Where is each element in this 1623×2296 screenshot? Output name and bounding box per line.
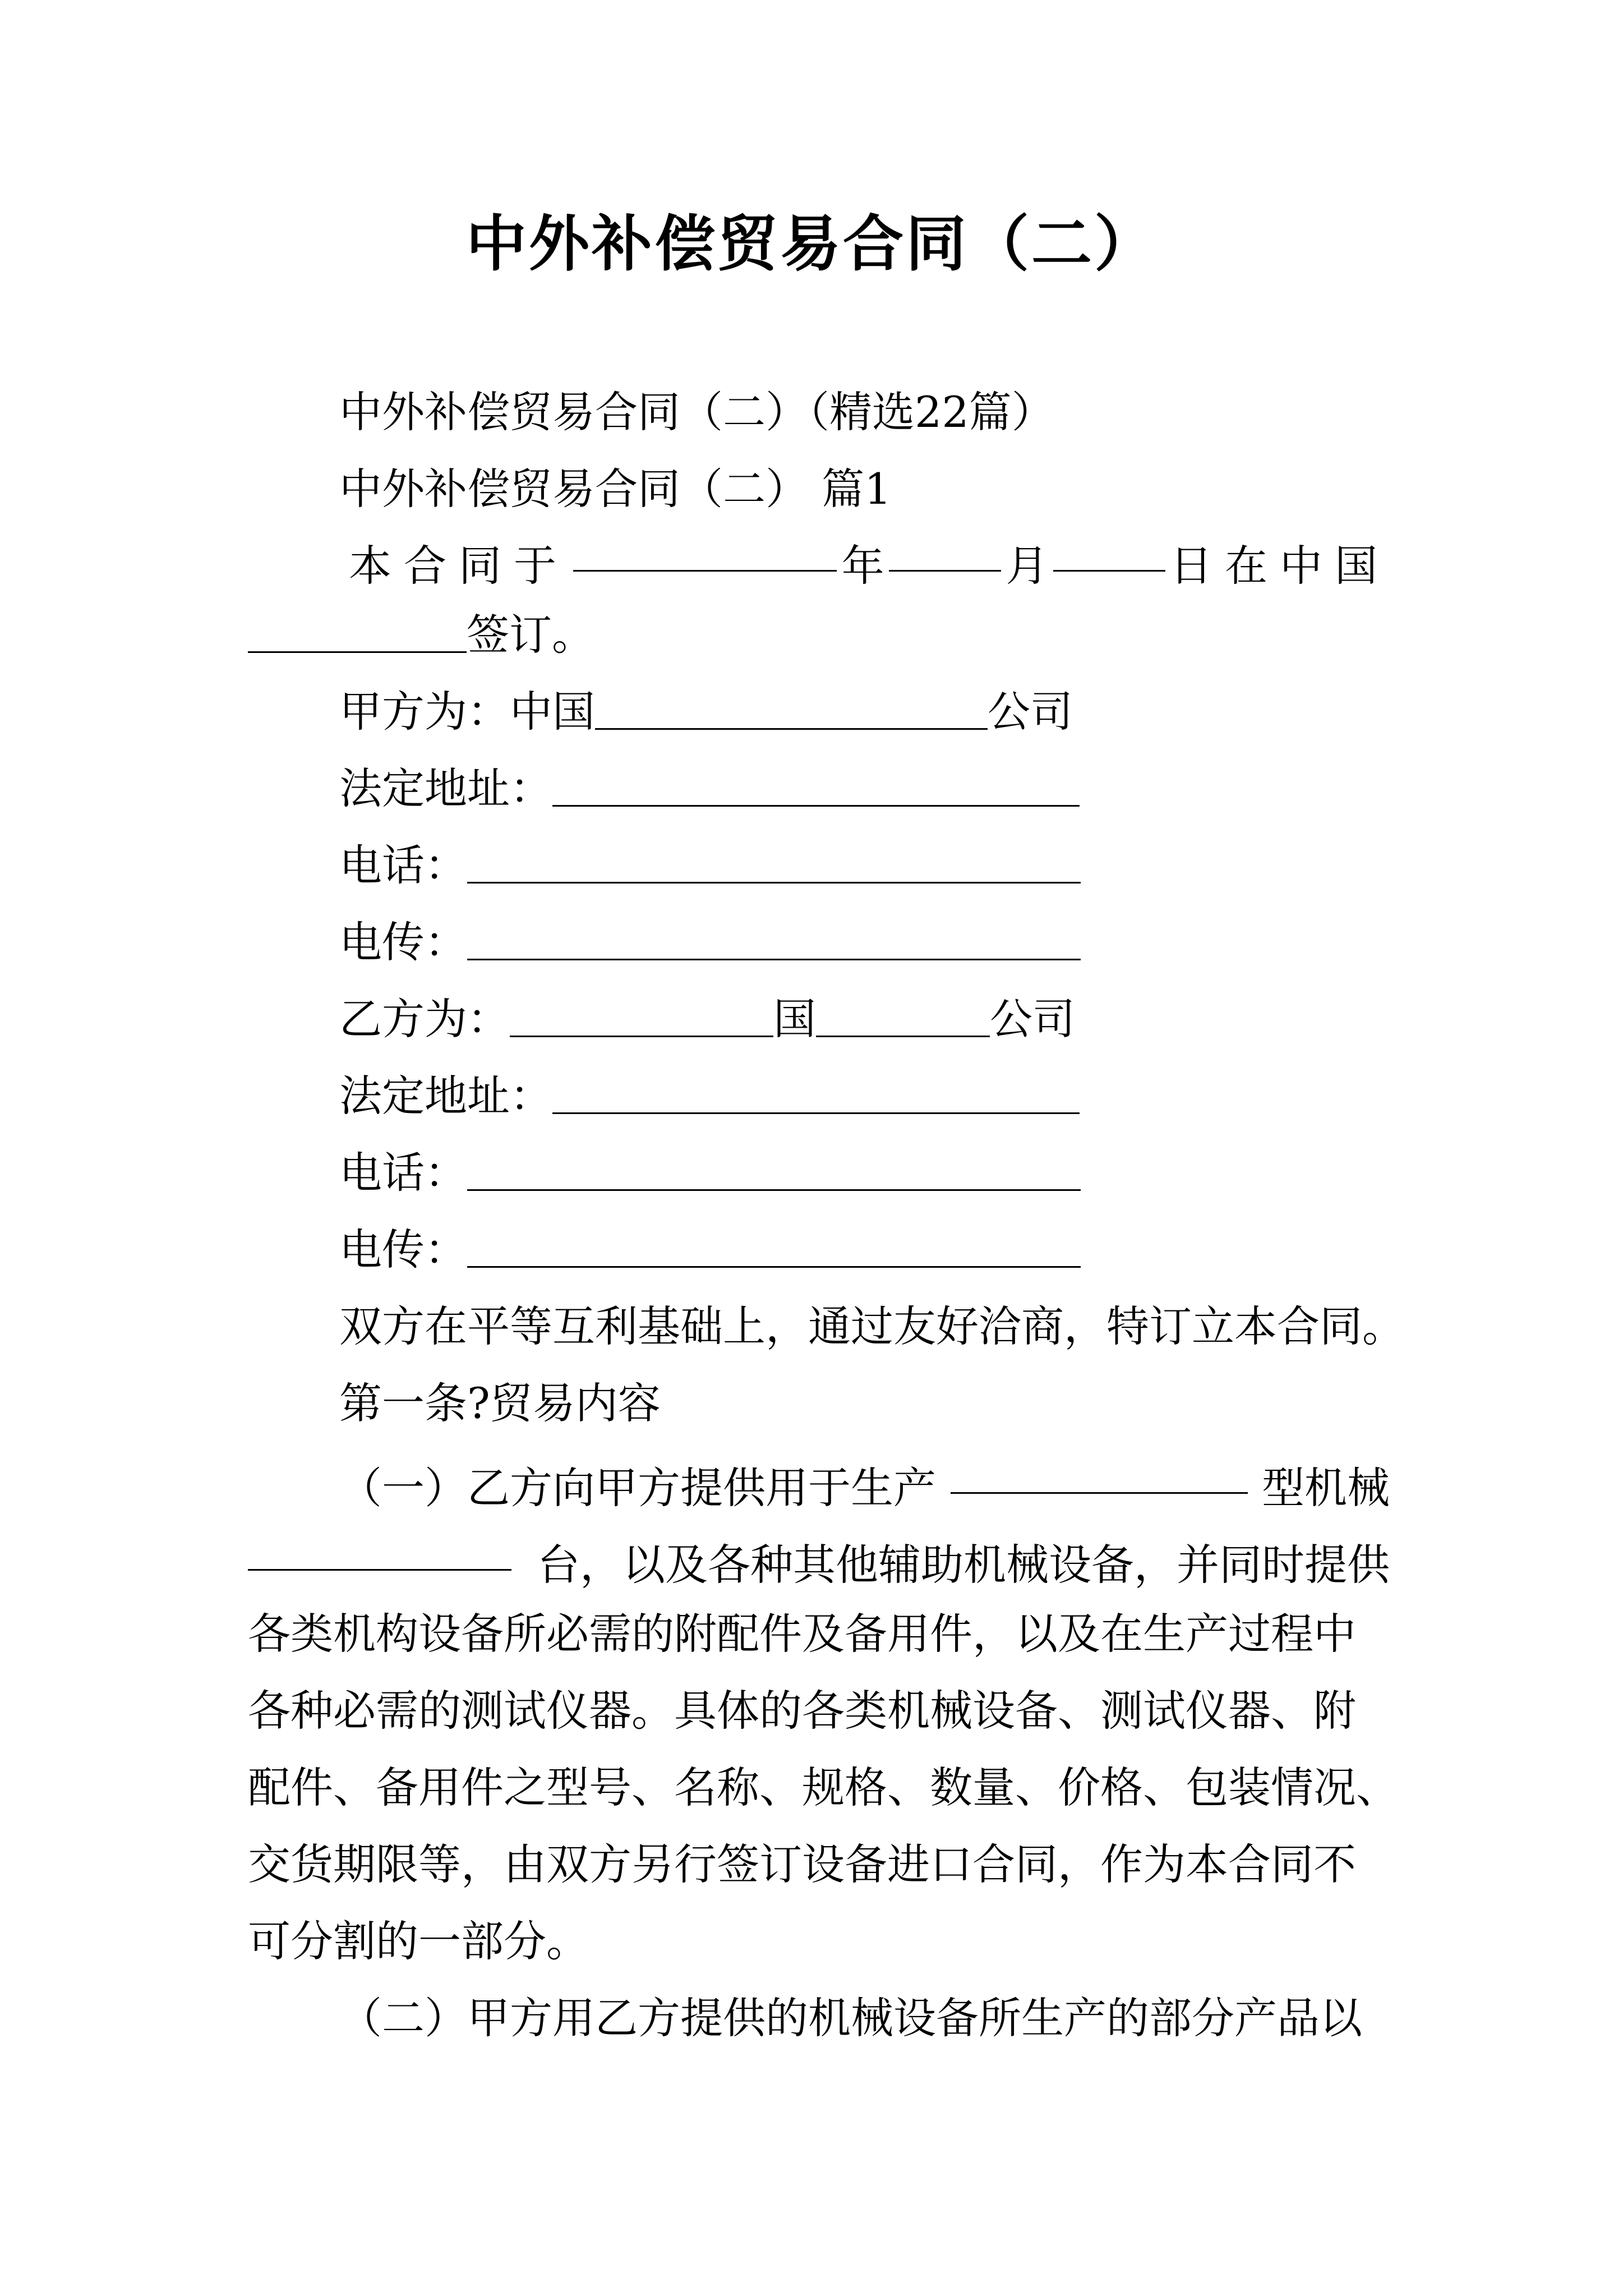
party-b-country: 国 (773, 994, 816, 1044)
clause-1-line-3: 各类机构设备所必需的附配件及备用件，以及在生产过程中 (248, 1609, 1356, 1659)
party-b-address-blank[interactable] (552, 1070, 1080, 1114)
party-b-address-line (339, 1065, 1080, 1127)
date-blank-day[interactable] (1053, 527, 1165, 572)
party-a-phone-label: 电话： (339, 840, 467, 890)
party-b-address-label: 法定地址： (339, 1071, 552, 1121)
party-a-fax-label: 电传： (339, 917, 467, 967)
signing-place-line (248, 604, 594, 666)
signing-line (248, 527, 1390, 604)
day-location-label: 日在中国 (1169, 541, 1390, 591)
date-blank-year[interactable] (573, 527, 837, 572)
party-b-fax-line (339, 1219, 1081, 1281)
party-b-suffix: 公司 (990, 994, 1075, 1044)
party-b-fax-label: 电传： (339, 1225, 467, 1274)
document-title: 中外补偿贸易合同（二） (465, 209, 1157, 279)
party-a-label: 甲方为：中国 (339, 687, 595, 737)
year-label: 年 (841, 541, 884, 591)
party-a-fax-blank[interactable] (467, 916, 1081, 960)
month-label: 月 (1006, 541, 1049, 591)
subtitle: 中外补偿贸易合同（二）（精选22篇） (339, 387, 1054, 437)
quantity-blank[interactable] (248, 1526, 511, 1571)
product-type-blank[interactable] (951, 1450, 1248, 1494)
party-b-phone-blank[interactable] (467, 1147, 1081, 1191)
party-a-phone-blank[interactable] (467, 839, 1081, 884)
intro-paragraph: 双方在平等互利基础上，通过友好洽商，特订立本合同。 (339, 1301, 1405, 1351)
party-a-address-label: 法定地址： (339, 763, 552, 813)
party-b-line (339, 988, 1075, 1050)
party-a-address-line (339, 758, 1080, 820)
clause-1-line-4: 各种必需的测试仪器。具体的各类机械设备、测试仪器、附 (248, 1686, 1356, 1736)
party-a-fax-line (339, 912, 1081, 973)
party-b-company-blank[interactable] (816, 993, 990, 1037)
party-a-suffix: 公司 (988, 687, 1073, 737)
party-a-address-blank[interactable] (552, 762, 1080, 807)
clause-1-line-5: 配件、备用件之型号、名称、规格、数量、价格、包装情况、 (248, 1763, 1399, 1812)
clause-1-line-1 (339, 1450, 1390, 1526)
party-b-phone-label: 电话： (339, 1148, 467, 1198)
party-b-label: 乙方为： (339, 994, 510, 1044)
party-a-line (339, 681, 1073, 743)
party-a-phone-line (339, 835, 1081, 896)
chapter-heading: 中外补偿贸易合同（二） 篇1 (339, 464, 892, 514)
clause-1-text-a: （一）乙方向甲方提供用于生产 (339, 1463, 936, 1513)
clause-1-text-2: 台，以及各种其他辅助机械设备，并同时提供 (537, 1540, 1390, 1590)
signed-label: 签订。 (467, 610, 594, 660)
place-blank[interactable] (248, 609, 467, 653)
party-b-fax-blank[interactable] (467, 1223, 1081, 1268)
signing-text: 本合同于 (349, 541, 569, 591)
clause-1-line-2 (248, 1526, 1390, 1603)
party-a-name-blank[interactable] (595, 685, 988, 730)
party-b-phone-line (339, 1142, 1081, 1204)
clause-1-line-6: 交货期限等，由双方另行签订设备进口合同，作为本合同不 (248, 1839, 1356, 1889)
article-1-heading: 第一条?贸易内容 (339, 1378, 661, 1428)
clause-1-line-7: 可分割的一部分。 (248, 1916, 589, 1966)
clause-2-line-1: （二）甲方用乙方提供的机械设备所生产的部分产品以 (339, 1993, 1362, 2043)
party-b-name-blank[interactable] (510, 993, 773, 1037)
date-blank-month[interactable] (889, 527, 1001, 572)
clause-1-text-b: 型机械 (1262, 1463, 1390, 1513)
